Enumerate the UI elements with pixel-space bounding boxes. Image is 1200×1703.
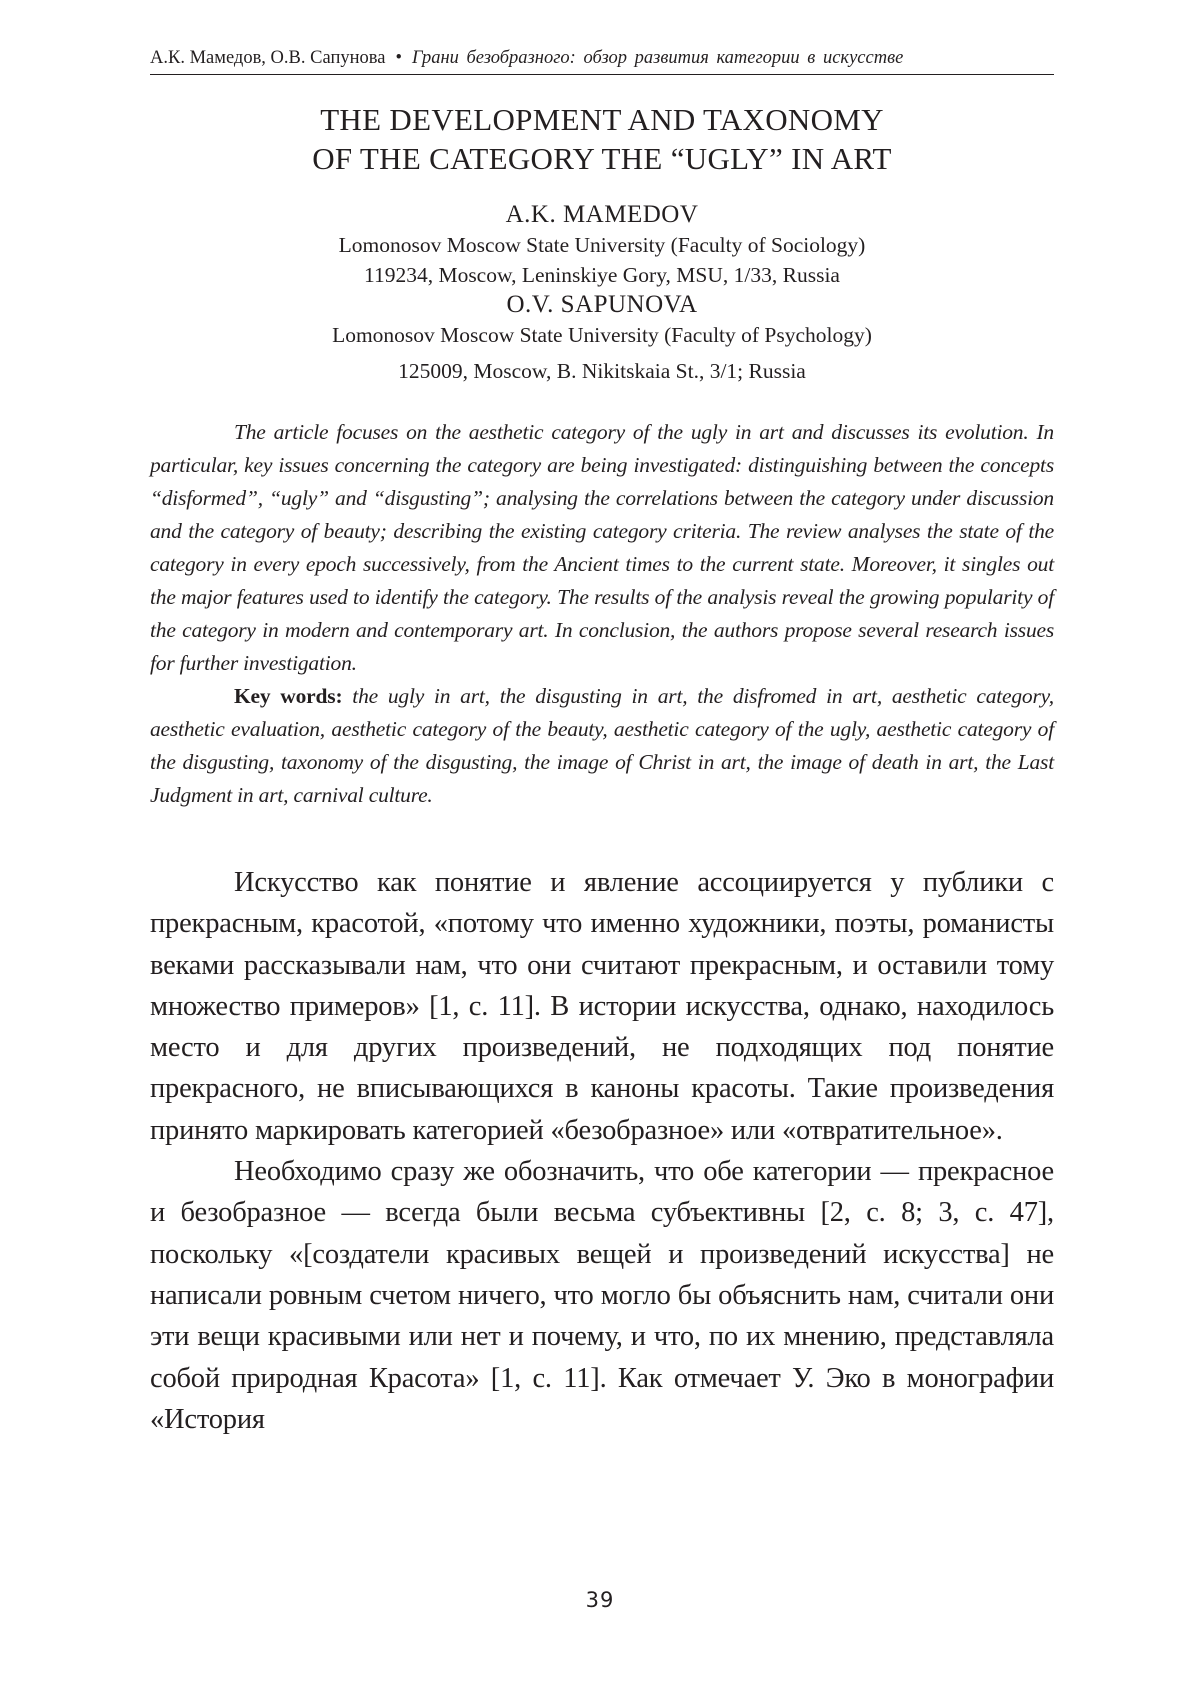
keywords-text: the ugly in art, the disgusting in art, the disfromed in art, aes­thetic category, aesthetic evaluation, aesthetic category of the beauty, aesthetic cat­egory of the ugly, aesthetic category of the disgusting, taxonomy of the disgusting, the image of Christ in art, the image of death in art, the Last Judgment in art, carnival culture. — [150, 684, 1054, 807]
keywords — [150, 680, 1054, 812]
running-head-topic: Грани безобразного: обзор развития категории в искусстве — [412, 48, 903, 68]
author-address-1: 119234, Moscow, Leninskiye Gory, MSU, 1/33, Russia — [150, 260, 1054, 290]
page-content — [150, 48, 1054, 1440]
author-block — [150, 200, 1054, 386]
body-paragraph-1: Искусство как понятие и явление ассоциируется у публики с прекрасным, красотой, «потому что именно художники, поэты, романисты веками рассказывали нам, что они считают прекрас­ным, и оставили тому множество примеров» [1, с. 11]. В истории искусства, однако, находилось место и для других произведений, не подходящих под понятие прекрасного, не вписывающихся в каноны красоты. Такие произведения принято маркировать ка­тегорией «безобразное» или «отвратительное». — [150, 862, 1054, 1151]
author-name-2: O.V. SAPUNOVA — [150, 290, 1054, 320]
running-head — [150, 48, 1054, 75]
author-affiliation-1: Lomonosov Moscow State University (Faculty of Sociology) — [150, 230, 1054, 260]
body-text — [150, 862, 1054, 1440]
author-affiliation-2: Lomonosov Moscow State University (Faculty of Psychology) — [150, 320, 1054, 350]
running-head-separator: • — [385, 48, 411, 68]
abstract: The article focuses on the aesthetic category of the ugly in art and discusses its evolution. In particular, key issues concerning the category are being investigated: distinguishing between the concepts “disformed”, “ugly” and “disgusting”; analysing the correlations between the category under discussion and the category of beauty; describing the existing category criteria. The review analyses the state of the category in every epoch successively, from the Ancient times to the current state. Moreover, it singles out the major features used to identify the category. The results of the analysis reveal the growing popularity of the category in modern and contemporary art. In con­clusion, the authors propose several research issues for further investigation. — [150, 416, 1054, 680]
article-title-line-2: OF THE CATEGORY THE “UGLY” IN ART — [150, 139, 1054, 178]
running-head-authors: А.К. Мамедов, О.В. Сапунова — [150, 48, 385, 68]
author-name-1: A.K. MAMEDOV — [150, 200, 1054, 230]
article-title — [150, 100, 1054, 178]
page-number: 39 — [0, 1588, 1200, 1612]
author-address-2: 125009, Moscow, B. Nikitskaia St., 3/1; Russia — [150, 356, 1054, 386]
keywords-label: Key words: — [234, 684, 342, 708]
article-title-line-1: THE DEVELOPMENT AND TAXONOMY — [150, 100, 1054, 139]
body-paragraph-2: Необходимо сразу же обозначить, что обе категории — пре­красное и безобразное — всегда были весьма субъективны [2, с. 8; 3, с. 47], поскольку «[создатели красивых вещей и произве­дений искусства] не написали ровным счетом ничего, что мог­ло бы объяснить нам, считали они эти вещи красивыми или нет и почему, и что, по их мнению, представляла собой природная Красота» [1, с. 11]. Как отмечает У. Эко в монографии «История — [150, 1151, 1054, 1440]
